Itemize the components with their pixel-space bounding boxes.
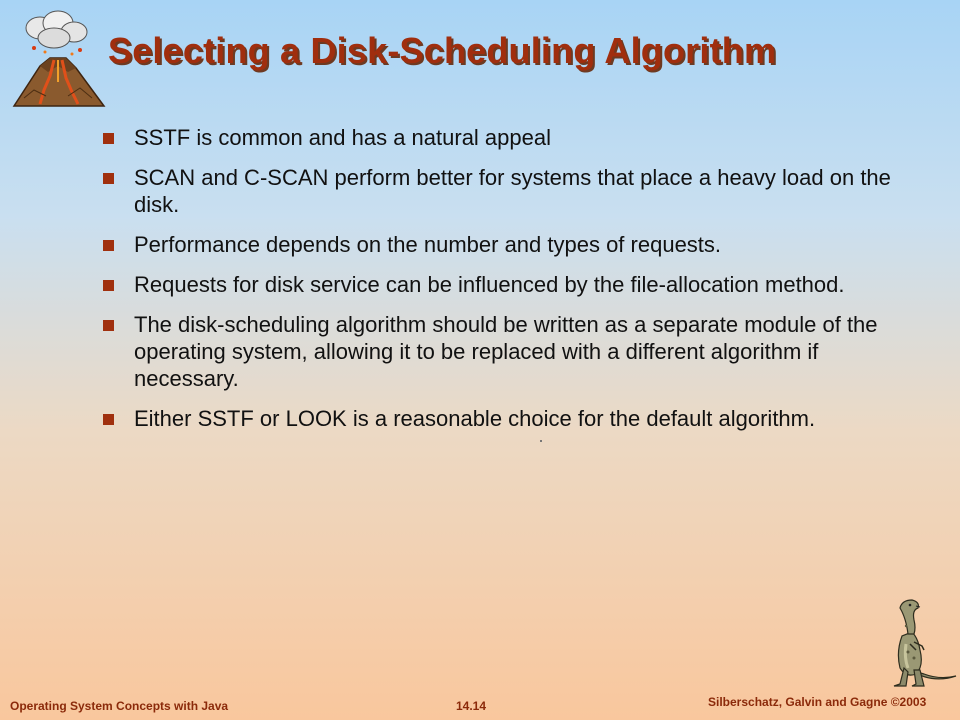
square-bullet-icon [103,414,114,425]
bullet-item [100,271,910,298]
bullet-item [100,124,910,151]
slide-title: Selecting a Disk-Scheduling Algorithm [108,30,777,71]
bullet-item [100,164,910,218]
footer-copyright: Silberschatz, Galvin and Gagne ©2003 [708,695,927,709]
footer-book-title: Operating System Concepts with Java [10,699,229,713]
bullet-item [100,231,910,258]
footer-page-number: 14.14 [456,699,487,713]
square-bullet-icon [103,173,114,184]
bullet-text: SSTF is common and has a natural appeal [134,125,552,150]
bullet-text: Either SSTF or LOOK is a reasonable choice for the default algorithm. [134,406,816,431]
bullet-text: The disk-scheduling algorithm should be written as a separate module of the operating system, allowing it to be replaced with a different algorithm if necessary. [134,312,878,391]
square-bullet-icon [103,240,114,251]
bullet-item [100,405,910,432]
bullet-text: SCAN and C-SCAN perform better for systems that place a heavy load on the disk. [134,165,891,217]
bullet-item [100,311,910,392]
bullet-list [100,124,910,445]
decorative-dot [540,440,542,442]
bullet-text: Requests for disk service can be influenced by the file-allocation method. [134,272,845,297]
bullet-text: Performance depends on the number and types of requests. [134,232,722,257]
square-bullet-icon [103,320,114,331]
volcano-icon [10,8,108,112]
square-bullet-icon [103,280,114,291]
smoke-cloud [26,11,87,48]
square-bullet-icon [103,133,114,144]
dinosaur-icon [880,596,958,688]
